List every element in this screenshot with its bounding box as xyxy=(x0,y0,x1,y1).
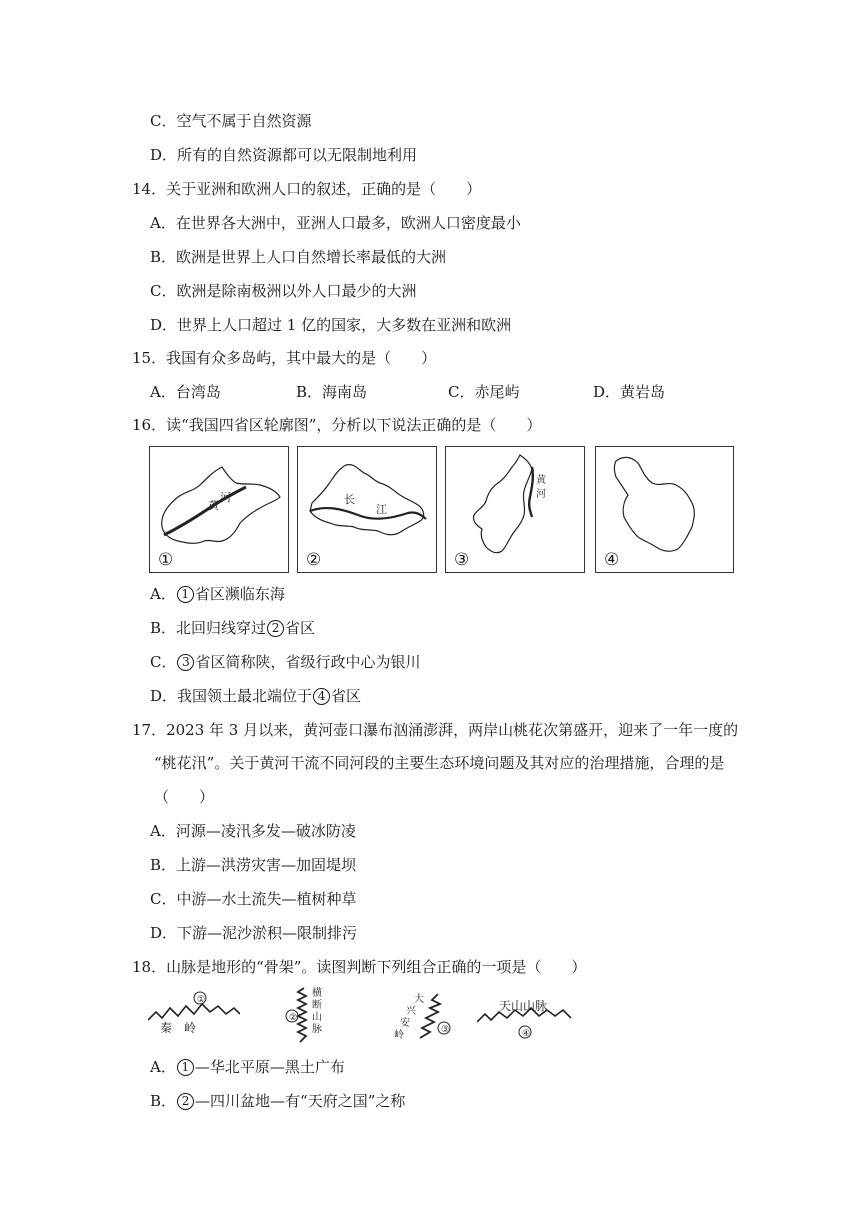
q16-option-d: D．我国领土最北端位于 4 省区 xyxy=(150,687,362,705)
mountain-number-1: ① xyxy=(197,995,206,1005)
q14-option-a: A．在世界各大洲中，亚洲人口最多，欧洲人口密度最小 xyxy=(150,214,521,232)
mountain-range-icon xyxy=(148,990,240,1036)
map-number-2: ② xyxy=(306,550,322,570)
q14-option-c: C．欧洲是除南极洲以外人口最少的大洲 xyxy=(150,282,417,300)
mountain-name-4: 天山山脉 xyxy=(499,999,548,1013)
mountain-tianshan xyxy=(477,996,577,1040)
map2-river-char1: 长 xyxy=(344,493,355,506)
q16-stem: 16．读“我国四省区轮廓图”，分析以下说法正确的是（ ） xyxy=(132,416,542,434)
mountain-range-icon xyxy=(392,990,460,1044)
map-number-1: ① xyxy=(158,550,174,570)
svg-text:脉: 脉 xyxy=(312,1024,322,1035)
circle-number: 2 xyxy=(177,1093,194,1110)
q18-option-b: B． 2 —四川盆地—有“天府之国”之称 xyxy=(150,1092,406,1110)
mountain-hengduan xyxy=(282,984,346,1044)
q13-option-d: D．所有的自然资源都可以无限制地利用 xyxy=(150,146,418,164)
q15-option-b: B．海南岛 xyxy=(296,383,368,401)
q16-option-a: A． 1 省区濒临东海 xyxy=(150,585,285,603)
map3-river-char1: 黄 xyxy=(536,475,546,486)
q15-option-d: D．黄岩岛 xyxy=(593,383,666,401)
mountain-number-3: ③ xyxy=(441,1025,450,1035)
q14-option-b: B．欧洲是世界上人口自然增长率最低的大洲 xyxy=(150,248,447,266)
q15-option-a: A．台湾岛 xyxy=(150,383,221,401)
map2-river-char2: 江 xyxy=(376,503,387,516)
q17-option-c: C．中游—水土流失—植树种草 xyxy=(150,890,357,908)
q17-option-d: D．下游—泥沙淤积—限制排污 xyxy=(150,924,358,942)
svg-text:安: 安 xyxy=(400,1018,410,1029)
map-number-3: ③ xyxy=(454,550,470,570)
mountain-range-icon xyxy=(282,984,346,1044)
q17-stem-line2: “桃花汛”。关于黄河干流不同河段的主要生态环境问题及其对应的治理措施，合理的是 xyxy=(154,754,725,772)
circle-number: 3 xyxy=(177,654,194,671)
q17-stem-line3: （ ） xyxy=(154,788,215,806)
mountain-range-icon xyxy=(477,996,577,1040)
circle-number: 4 xyxy=(313,688,330,705)
circle-number: 1 xyxy=(177,586,194,603)
map1-river-char1: 黄 xyxy=(208,499,219,512)
svg-text:山: 山 xyxy=(312,1012,322,1023)
map-number-4: ④ xyxy=(604,550,620,570)
svg-text:岭: 岭 xyxy=(394,1030,404,1041)
mountain-number-4: ④ xyxy=(522,1029,531,1039)
map3-river-char2: 河 xyxy=(536,489,546,500)
q17-stem-line1: 17．2023 年 3 月以来，黄河壶口瀑布汹涌澎湃，两岸山桃花次第盛开，迎来了一年一度的 xyxy=(132,721,739,739)
province-map-4 xyxy=(595,446,734,573)
mountain-qinling xyxy=(148,990,240,1036)
circle-number: 1 xyxy=(177,1059,194,1076)
province-map-3 xyxy=(445,446,585,573)
q15-stem: 15．我国有众多岛屿，其中最大的是（ ） xyxy=(132,349,437,367)
q18-option-a: A． 1 —华北平原—黑土广布 xyxy=(150,1058,345,1076)
province-map-2 xyxy=(297,446,437,573)
svg-text:兴: 兴 xyxy=(406,1006,416,1017)
q17-option-b: B．上游—洪涝灾害—加固堤坝 xyxy=(150,856,357,874)
q17-option-a: A．河源—凌汛多发—破冰防凌 xyxy=(150,822,356,840)
province-map-1 xyxy=(149,446,289,573)
q18-stem: 18．山脉是地形的“骨架”。读图判断下列组合正确的一项是（ ） xyxy=(132,958,587,976)
mountain-daxinganling xyxy=(392,990,460,1044)
svg-text:断: 断 xyxy=(312,1000,322,1011)
q14-stem: 14．关于亚洲和欧洲人口的叙述，正确的是（ ） xyxy=(132,180,482,198)
q13-option-c: C．空气不属于自然资源 xyxy=(150,112,312,130)
q15-option-c: C．赤尾屿 xyxy=(448,383,520,401)
mountain-number-2: ② xyxy=(289,1013,298,1023)
svg-text:大: 大 xyxy=(414,994,424,1005)
q16-option-b: B．北回归线穿过 2 省区 xyxy=(150,619,316,637)
mountain-name-1: 秦 岭 xyxy=(160,1021,197,1035)
circle-number: 2 xyxy=(267,620,284,637)
svg-text:横: 横 xyxy=(312,988,322,999)
q14-option-d: D．世界上人口超过 1 亿的国家，大多数在亚洲和欧洲 xyxy=(150,316,512,334)
map1-river-char2: 河 xyxy=(220,491,231,504)
q16-option-c: C． 3 省区简称陕，省级行政中心为银川 xyxy=(150,653,421,671)
